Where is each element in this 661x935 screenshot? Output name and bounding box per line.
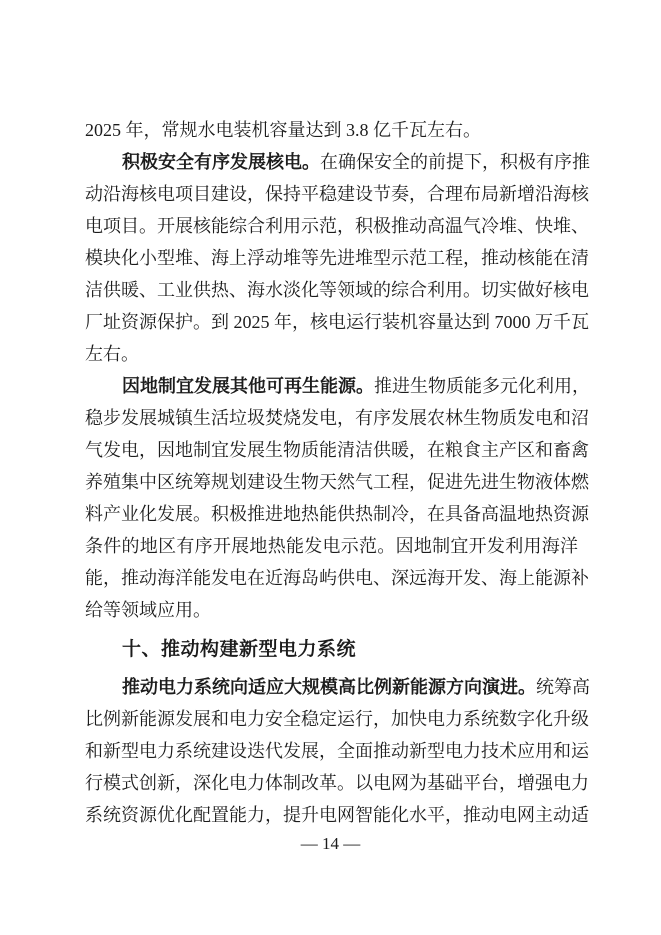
text-line <box>85 242 589 274</box>
text-line <box>85 114 578 146</box>
body-text: 厂址资源保护。到 2025 年，核电运行装机容量达到 7000 万千瓦 <box>85 312 589 332</box>
text-line <box>85 498 589 530</box>
text-line <box>85 530 578 562</box>
body-text: 行模式创新，深化电力体制改革。以电网为基础平台，增强电力 <box>85 773 589 793</box>
body-text: 能，推动海洋能发电在近海岛屿供电、深远海开发、海上能源补 <box>85 568 589 588</box>
body-text: 系统资源优化配置能力，提升电网智能化水平，推动电网主动适 <box>85 805 589 825</box>
lead-emphasis-text: 因地制宜发展其他可再生能源。 <box>122 376 374 396</box>
body-text: 稳步发展城镇生活垃圾焚烧发电，有序发展农林生物质发电和沼 <box>85 408 589 428</box>
body-text: 统筹高 <box>536 677 590 697</box>
body-text: 气发电，因地制宜发展生物质能清洁供暖，在粮食主产区和畜禽 <box>85 440 589 460</box>
text-line <box>85 210 589 242</box>
text-line <box>85 799 589 831</box>
document-body <box>85 114 590 831</box>
body-text: 电项目。开展核能综合利用示范，积极推动高温气冷堆、快堆、 <box>85 216 589 236</box>
text-line <box>85 146 590 178</box>
text-line <box>85 178 589 210</box>
body-text: 模块化小型堆、海上浮动堆等先进堆型示范工程，推动核能在清 <box>85 248 589 268</box>
body-text: 条件的地区有序开展地热能发电示范。因地制宜开发利用海洋 <box>85 536 578 556</box>
paragraph <box>85 671 590 831</box>
text-line <box>85 735 589 767</box>
body-text: 左右。 <box>85 344 139 364</box>
text-line <box>85 562 589 594</box>
paragraph <box>85 146 590 370</box>
body-text: 洁供暖、工业供热、海水淡化等领域的综合利用。切实做好核电 <box>85 280 589 300</box>
text-line <box>85 402 589 434</box>
page-footer <box>0 833 661 855</box>
text-line <box>85 370 590 402</box>
body-text: 推进生物质能多元化利用， <box>374 376 590 396</box>
text-line <box>85 338 578 370</box>
text-line <box>85 671 590 703</box>
body-text: 比例新能源发展和电力安全稳定运行，加快电力系统数字化升级 <box>85 709 589 729</box>
paragraph <box>85 114 578 146</box>
body-text: 在确保安全的前提下，积极有序推 <box>320 152 590 172</box>
page-number: — 14 — <box>300 834 361 853</box>
text-line <box>85 767 589 799</box>
body-text: 和新型电力系统建设迭代发展，全面推动新型电力技术应用和运 <box>85 741 589 761</box>
text-line <box>85 634 578 666</box>
text-line <box>85 466 589 498</box>
lead-emphasis-text: 推动电力系统向适应大规模高比例新能源方向演进。 <box>122 677 536 697</box>
text-line <box>85 434 589 466</box>
body-text: 2025 年，常规水电装机容量达到 3.8 亿千瓦左右。 <box>85 120 481 140</box>
text-line <box>85 703 589 735</box>
body-text: 给等领域应用。 <box>85 600 211 620</box>
body-text: 养殖集中区统筹规划建设生物天然气工程，促进先进生物液体燃 <box>85 472 589 492</box>
lead-emphasis-text: 十、推动构建新型电力系统 <box>122 639 357 660</box>
text-line <box>85 306 589 338</box>
lead-emphasis-text: 积极安全有序发展核电。 <box>122 152 320 172</box>
body-text: 料产业化发展。积极推进地热能供热制冷，在具备高温地热资源 <box>85 504 589 524</box>
paragraph <box>85 370 590 626</box>
body-text: 动沿海核电项目建设，保持平稳建设节奏，合理布局新增沿海核 <box>85 184 589 204</box>
text-line <box>85 594 578 626</box>
text-line <box>85 274 589 306</box>
section-heading <box>85 634 578 666</box>
